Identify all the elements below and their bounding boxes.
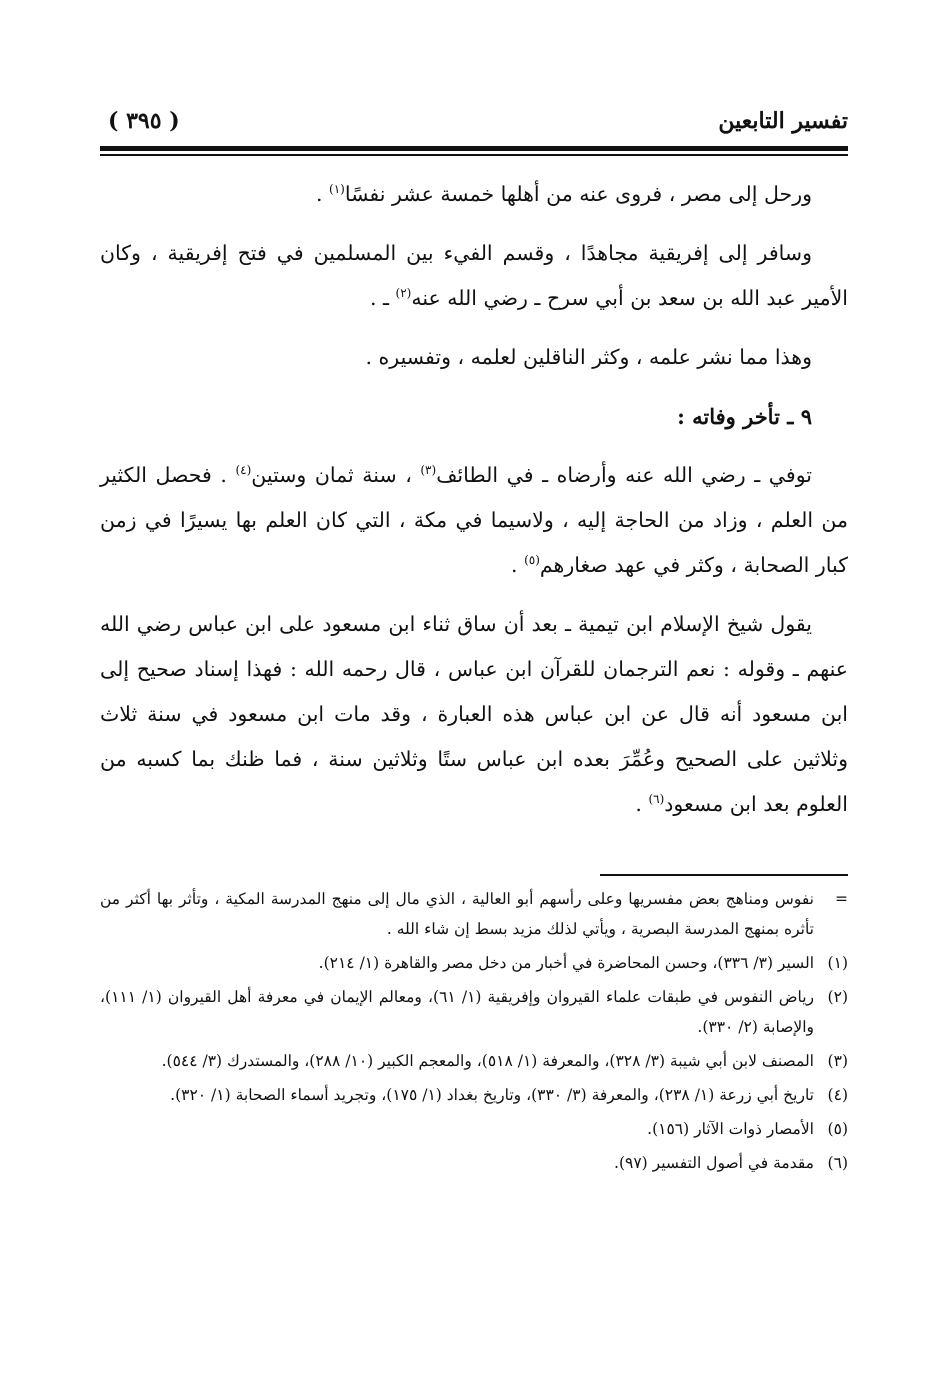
paragraph-text: ، سنة ثمان وستين — [251, 463, 421, 487]
footnote-ref: (٦) — [648, 792, 665, 807]
section-heading: ٩ ـ تأخر وفاته : — [677, 404, 812, 429]
footnote-5 — [100, 1114, 848, 1144]
paragraph-text: وسافر إلى إفريقية مجاهدًا ، وقسم الفيء بين المسلمين في فتح إفريقية ، وكان الأمير عبد الله بن سعد بن أبي سرح ـ رضي الله عنه — [100, 241, 848, 310]
main-text — [100, 172, 848, 841]
footnote-text: الأمصار ذوات الآثار (١٥٦). — [647, 1120, 814, 1138]
footnote-mark: (٦) — [827, 1154, 848, 1172]
footnote-ref: (٢) — [395, 286, 412, 301]
footnote-mark: (٢) — [827, 988, 848, 1006]
footnote-3 — [100, 1046, 848, 1076]
footnote-4 — [100, 1080, 848, 1110]
paragraph-death — [100, 453, 848, 588]
footnote-ref: (٣) — [420, 463, 437, 478]
footnotes — [100, 884, 848, 1182]
paragraph-ibn-taymiyya-quote — [100, 602, 848, 827]
paragraph-text: . فحصل الكثير من العلم ، وزاد من الحاجة إليه ، ولاسيما في مكة ، التي كان العلم بها يسيرًا في زمن كبار الصحابة ، وكثر في عهد صغارهم — [100, 463, 848, 577]
paragraph-end: . — [635, 792, 649, 816]
footnote-text: نفوس ومناهج بعض مفسريها وعلى رأسهم أبو العالية ، الذي مال إلى منهج المدرسة المكية ، وتأثر بها أكثر من تأثره بمنهج المدرسة البصرية ، ويأتي لذلك مزيد بسط إن شاء الله . — [100, 890, 814, 938]
header-rule-thick — [100, 146, 848, 151]
book-title: تفسير التابعين — [718, 108, 848, 134]
footnote-mark: (٥) — [827, 1120, 848, 1138]
footnote-mark: (١) — [827, 954, 848, 972]
footnote-ref: (٤) — [235, 463, 252, 478]
paragraph-travel-egypt — [100, 172, 848, 217]
footnote-mark: = — [835, 890, 848, 908]
footnote-ref: (١) — [329, 182, 345, 197]
paragraph-end: ـ . — [369, 286, 396, 310]
footnote-text: مقدمة في أصول التفسير (٩٧). — [614, 1154, 814, 1172]
running-header — [100, 108, 848, 144]
paragraph-text: وهذا مما نشر علمه ، وكثر الناقلين لعلمه ، وتفسيره . — [365, 345, 812, 369]
paragraph-end: . — [315, 182, 330, 206]
paragraph-text: ورحل إلى مصر ، فروى عنه من أهلها خمسة عشر نفسًا — [344, 182, 812, 206]
footnote-separator — [600, 874, 848, 876]
footnote-mark: (٤) — [827, 1086, 848, 1104]
footnote-text: تاريخ أبي زرعة (١/ ٢٣٨)، والمعرفة (٣/ ٣٣٠)، وتاريخ بغداد (١/ ١٧٥)، وتجريد أسماء الصحابة (١/ ٣٢٠). — [170, 1086, 814, 1104]
footnote-continuation — [100, 884, 848, 944]
footnote-1 — [100, 948, 848, 978]
footnote-text: السير (٣/ ٣٣٦)، وحسن المحاضرة في أخبار من دخل مصر والقاهرة (١/ ٢١٤). — [318, 954, 814, 972]
footnote-text: رياض النفوس في طبقات علماء القيروان وإفريقية (١/ ٦١)، ومعالم الإيمان في معرفة أهل القيروان (١/ ١١١)، والإصابة (٢/ ٣٣٠). — [100, 988, 815, 1036]
paragraph-text: توفي ـ رضي الله عنه وأرضاه ـ في الطائف — [436, 463, 812, 487]
footnote-2 — [100, 982, 848, 1042]
paragraph-travel-africa — [100, 231, 848, 321]
footnote-ref: (٥) — [524, 553, 540, 568]
footnote-mark: (٣) — [827, 1052, 848, 1070]
paragraph-spread-knowledge — [100, 335, 848, 380]
footnote-6 — [100, 1148, 848, 1178]
page-number: ( ٣٩٥ ) — [108, 108, 180, 134]
footnote-text: المصنف لابن أبي شيبة (٣/ ٣٢٨)، والمعرفة (١/ ٥١٨)، والمعجم الكبير (١٠/ ٢٨٨)، والمستدرك (٣/ ٥٤٤). — [161, 1052, 814, 1070]
header-rule-thin — [100, 154, 848, 156]
paragraph-end: . — [511, 553, 525, 577]
paragraph-text: يقول شيخ الإسلام ابن تيمية ـ بعد أن ساق ثناء ابن مسعود على ابن عباس رضي الله عنهم ـ وقوله : نعم الترجمان للقرآن ابن عباس ، قال رحمه الله : فهذا إسناد صحيح إلى ابن مسعود أنه قال عن ابن عباس هذه العبارة ، وقد مات ابن مسعود في سنة ثلاث وثلاثين على الصحيح وعُمِّرَ بعده ابن عباس ستًا وثلاثين سنة ، فما ظنك بما كسبه من العلوم بعد ابن مسعود — [100, 612, 848, 816]
